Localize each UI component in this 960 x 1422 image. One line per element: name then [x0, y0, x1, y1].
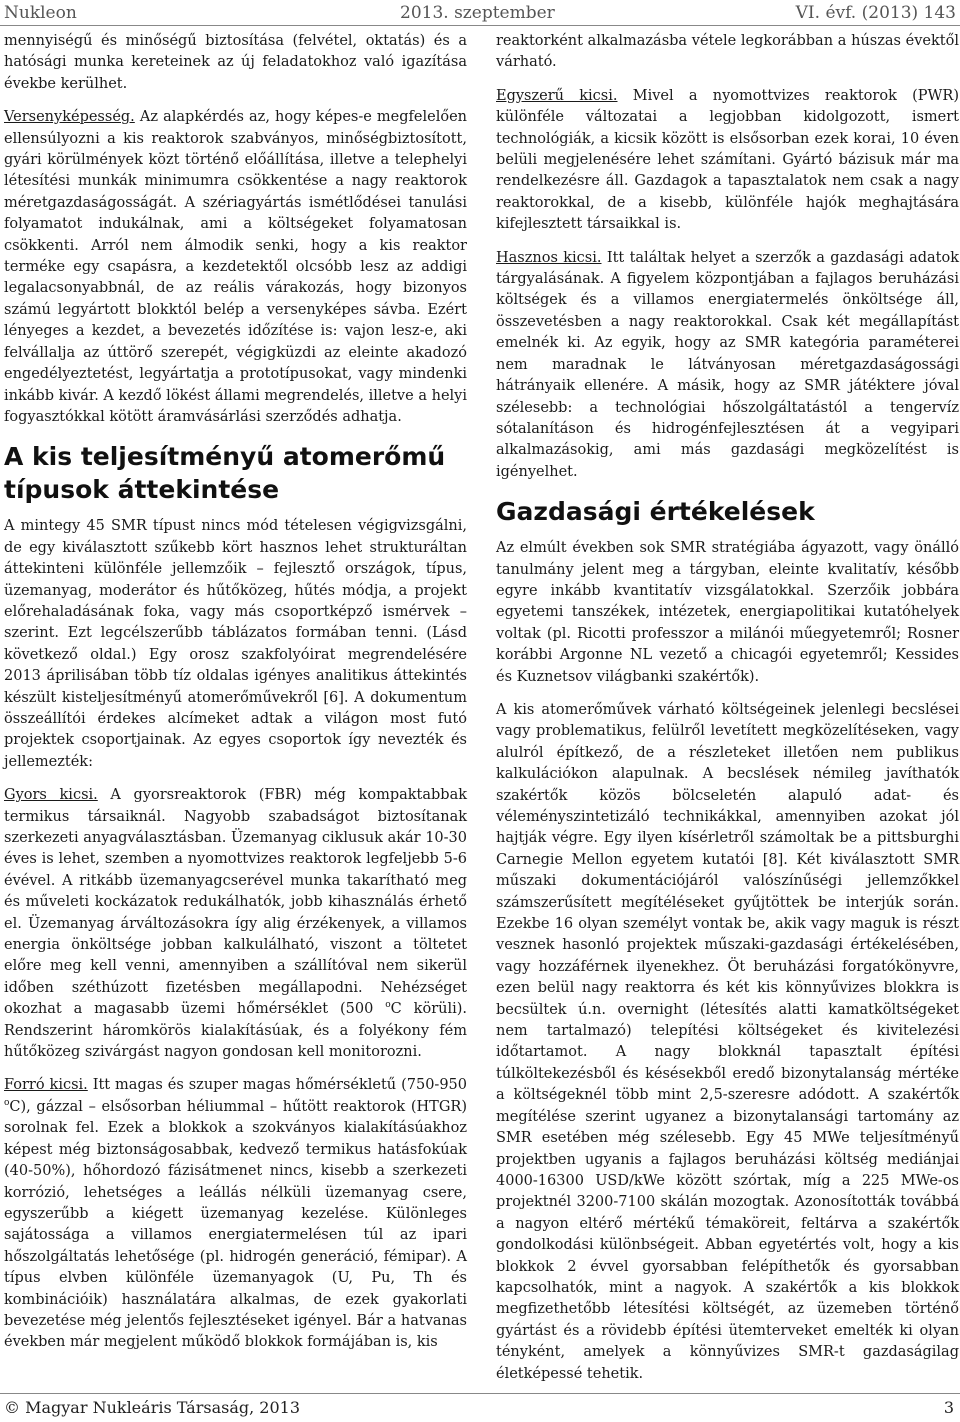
paragraph: reaktorként alkalmazásba vétele legkorábban a húszas évektől várható.	[496, 33, 959, 71]
section-heading: Gazdasági értékelések	[496, 497, 815, 527]
copyright: © Magyar Nukleáris Társaság, 2013	[4, 1398, 300, 1417]
page-footer	[0, 1398, 960, 1420]
run-in-title: Gyors kicsi.	[4, 787, 98, 804]
volume-info: VI. évf. (2013) 143	[795, 3, 956, 23]
degree-mark: o	[385, 1000, 391, 1011]
paragraph: Egyszerű kicsi. Mivel a nyomottvizes reaktorok (PWR) különféle változatai a legjobban kidolgozott, ismert technológiák, a kicsik között is elsősorban ezek korai, 10 éven belüli megjelenésére lehet számítani. Gyártó bázisuk már ma rendelkezésre áll. Gazdagok a tapasztalatok nem csak a nagy reaktorokkal, de a kisebb, különféle hajók meghajtására kifejlesztett társaikkal is.	[496, 87, 959, 233]
page-number: 3	[943, 1398, 954, 1417]
paragraph: Versenyképesség. Az alapkérdés az, hogy képes-e megfelelően ellensúlyozni a kis reaktorok szabványos, minőségbiztosított, gyári körülmények közt történő előállítása, illetve a telephelyi létesítési munkák minimumra csökkentése a nagy reaktorok méretgazdaságosságát. A szériagyártás ismétlődései tanulási folyamatot indukálnak, ami a költségeket folyamatosan csökkenti. Arról nem álmodik senki, hogy a kis reaktor terméke egy csapásra, a kezdetektől olcsóbb lesz az addigi legalacsonyabbnál, de az reális várakozás, hogy bizonyos számú legyártott blokktól belép a versenyképes sávba. Ezért lényeges a kezdet, a bevezetés időzítése is: vajon lesz-e, aki felvállalja az úttörő szerepét, végigküzdi az eleinte akadozó engedélyeztetést, legyártatja a prototípusokat, vagy mindenki inkább kivár. A kezdő lökést állami megrendelés, illetve a helyi fogyasztókkal kötött áramvásárlási szerződés adhatja.	[4, 109, 467, 425]
run-in-title: Versenyképesség.	[4, 109, 135, 126]
right-column	[496, 31, 959, 1385]
issue-date: 2013. szeptember	[400, 3, 555, 23]
header-divider	[0, 25, 960, 26]
run-in-title: Hasznos kicsi.	[496, 249, 602, 266]
run-in-title: Forró kicsi.	[4, 1077, 88, 1094]
paragraph: A mintegy 45 SMR típust nincs mód tételesen végigvizsgálni, de egy kiválasztott szűkebb kört hasznos lehet strukturáltan áttekinteni különféle jellemzőik – fejlesztő országok, típus, üzemanyag, moderátor és hűtőközeg, hűtés módja, a projekt előrehaladásának foka, vagy más csoportképző ismérvek – szerint. Ezt legcélszerűbb táblázatos formában tenni. (Lásd következő oldal.) Egy orosz szakfolyóirat megrendelésére 2013 áprilisában több tíz oldalas igényes analitikus áttekintés készült kisteljesítményű atomerőművekről [6]. A dokumentum összeállítói érdekes alcímeket adtak a világon most futó projektek csoportjainak. Az egyes csoportok így nevezték és jellemezték:	[4, 518, 467, 770]
paragraph: A kis atomerőművek várható költségeinek jelenlegi becslései vagy problematikus, felülről levetített megközelítéseken, vagy alulról építkező, de a részleteket illetően nem publikus kalkulációkon alapulnak. A becslések némileg javíthatók szakértők közös bölcseletén alapuló adat- és véleményszintetizáló technikákkal, amennyiben azokat jól hajtják végre. Egy ilyen kísérletről számoltak be a pittsburghi Carnegie Mellon egyetem kutatói [8]. Két kiválasztott SMR műszaki dokumentációjáról valószínűségi jellemzőkkel számszerűsített megítéléseket gyűjtöttek be interjúk során. Ezekbe 16 olyan személyt vontak be, akik vagy maguk is részt vesznek hasonló projektek műszaki-gazdasági értékelésében, vagy hozzáférnek ilyenekhez. Öt beruházási forgatókönyvre, ezen belül nagy reaktorra és két kis könnyűvizes blokkra is becsültek ú.n. overnight (létesítés alatti kamatköltségeket nem tartalmazó) telepítési költségeket és kivitelezési időtartamot. A nagy blokknál tapasztalt építési túlköltekezésből és késésekből eredő bizonytalanság mértéke a költségeknél több mint 2,5-szeresre adódott. A szakértők megítélése szerint ugyanez a bizonytalansági tartomány az SMR esetében még szélesebb. Egy 45 MWe teljesítményű projektben ugyanis a fajlagos beruházási költség mediánjai 4000-16300 USD/kWe között szórtak, míg a 225 MWe-os projektnél 3200-7100 skálán mozogtak. Azonosították továbbá a nagyon eltérő mértékű témaköreit, feltárva a szakértők gondolkodási különbségeit. Abban egyetértés volt, hogy a kis blokkok 2 évvel gyorsabban felépíthetők és gyorsabban kapcsolhatók, mint a nagyok. A szakértők a kis blokkok megfizethetőbb létesítési költségét, az üzemeben történő gyártást és a rövidebb építési ütemterveket emelték ki olyan tényként, amelyek a könnyűvizes SMR-t gazdaságilag életképessé tehetik.	[496, 701, 959, 1382]
paragraph: Gyors kicsi. A gyorsreaktorok (FBR) még kompaktabbak termikus társaiknál. Nagyobb szabadságot biztosítanak szerkezeti anyagválasztásban. Üzemanyag ciklusuk akár 10-30 éves is lehet, szemben a nyomottvizes reaktorok legfeljebb 5-6 évével. A ritkább üzemanyagcserével munka takarítható meg és műveleti kockázatok redukálhatók, jobb kihasználás érhető el. Üzemanyag árváltozásokra így alig érzékenyek, a villamos energia önköltsége jobban kalkulálható, viszont a töltetet előre meg kell venni, amennyiben a szállítóval nem sikerül időben széthúzott fizetésben megállapodni. Nehézséget okozhat a magasabb üzemi hőmérséklet (500 $^o$C körüli). Rendszerint háromkörös kialakításúak, és a folyékony fém hűtőközeg szivárgást nagyon gondosan kell monitorozni.	[4, 787, 468, 1061]
left-column	[4, 31, 467, 1354]
page-header	[0, 0, 960, 26]
degree-mark: o	[4, 1098, 10, 1109]
journal-name: Nukleon	[4, 3, 77, 23]
run-in-title: Egyszerű kicsi.	[496, 87, 618, 104]
footer-divider	[0, 1393, 960, 1394]
section-heading: A kis teljesítményű atomerőmű típusok áttekintése	[4, 442, 446, 505]
paragraph: Az elmúlt években sok SMR stratégiába ágyazott, vagy önálló tanulmány jelent meg a tárgyban, eleinte kvalitatív, később egyre inkább kvantitatív vizsgálatokkal. Szerzőik jobbára egyetemi tanszékek, intézetek, energiapolitikai kutatóhelyek voltak (pl. Ricotti professzor a milánói műegyetemről; Rosner korábbi Argonne NL vezető a chicagói egyetemről; Kessides és Kuznetsov világbanki szakértők).	[496, 540, 959, 685]
paragraph: mennyiségű és minőségű biztosítása (felvétel, oktatás) és a hatósági munka kereteinek az új feladatokhoz való igazítása évekbe kerülhet.	[4, 33, 467, 92]
paragraph: Forró kicsi. Itt magas és szuper magas hőmérsékletű (750-950 $^o$C), gázzal – elsősorban héliummal – hűtött reaktorok (HTGR) sorolnak fel. Ezek a blokkok a szokványos kialakításúakhoz képest még biztonságosabbak, kedvező termikus hatásfokúak (40-50%), hőhordozó fázisátmenet nincs, kisebb a szerkezeti korrózió, lehetséges a leállás nélküli üzemanyag csere, egyszerűbb a kiégett üzemanyag kezelése. Különleges sajátossága a villamos energiatermelésen túl az ipari hőszolgáltatás lehetősége (pl. hidrogén generáció, fémipar). A típus elvben különféle üzemanyagok (U, Pu, Th és kombinációik) használatára alkalmas, de ezek gyakorlati bevezetése még jelentős fejlesztéseket igényel. Bár a hatvanas években már megjelent működő blokkok formájában is, kis	[4, 1077, 467, 1351]
paragraph: Hasznos kicsi. Itt találtak helyet a szerzők a gazdasági adatok tárgyalásának. A figyelem központjában a fajlagos beruházási költségek és a villamos energiatermelés önköltsége áll, összevetésben a nagy reaktorokkal. Csak két megállapítást emelnék ki. Az egyik, hogy az SMR kategória paraméterei nem maradnak le látványosan méretgazdaságossági hátrányaik ellenére. A másik, hogy az SMR játéktere jóval szélesebb: a technológiai hőszolgáltatástól a tengervíz sótalanításon és hidrogénfejlesztésen át a vegyipari alkalmazásokig, ami más gazdasági megközelítést is igényelhet.	[496, 249, 959, 480]
